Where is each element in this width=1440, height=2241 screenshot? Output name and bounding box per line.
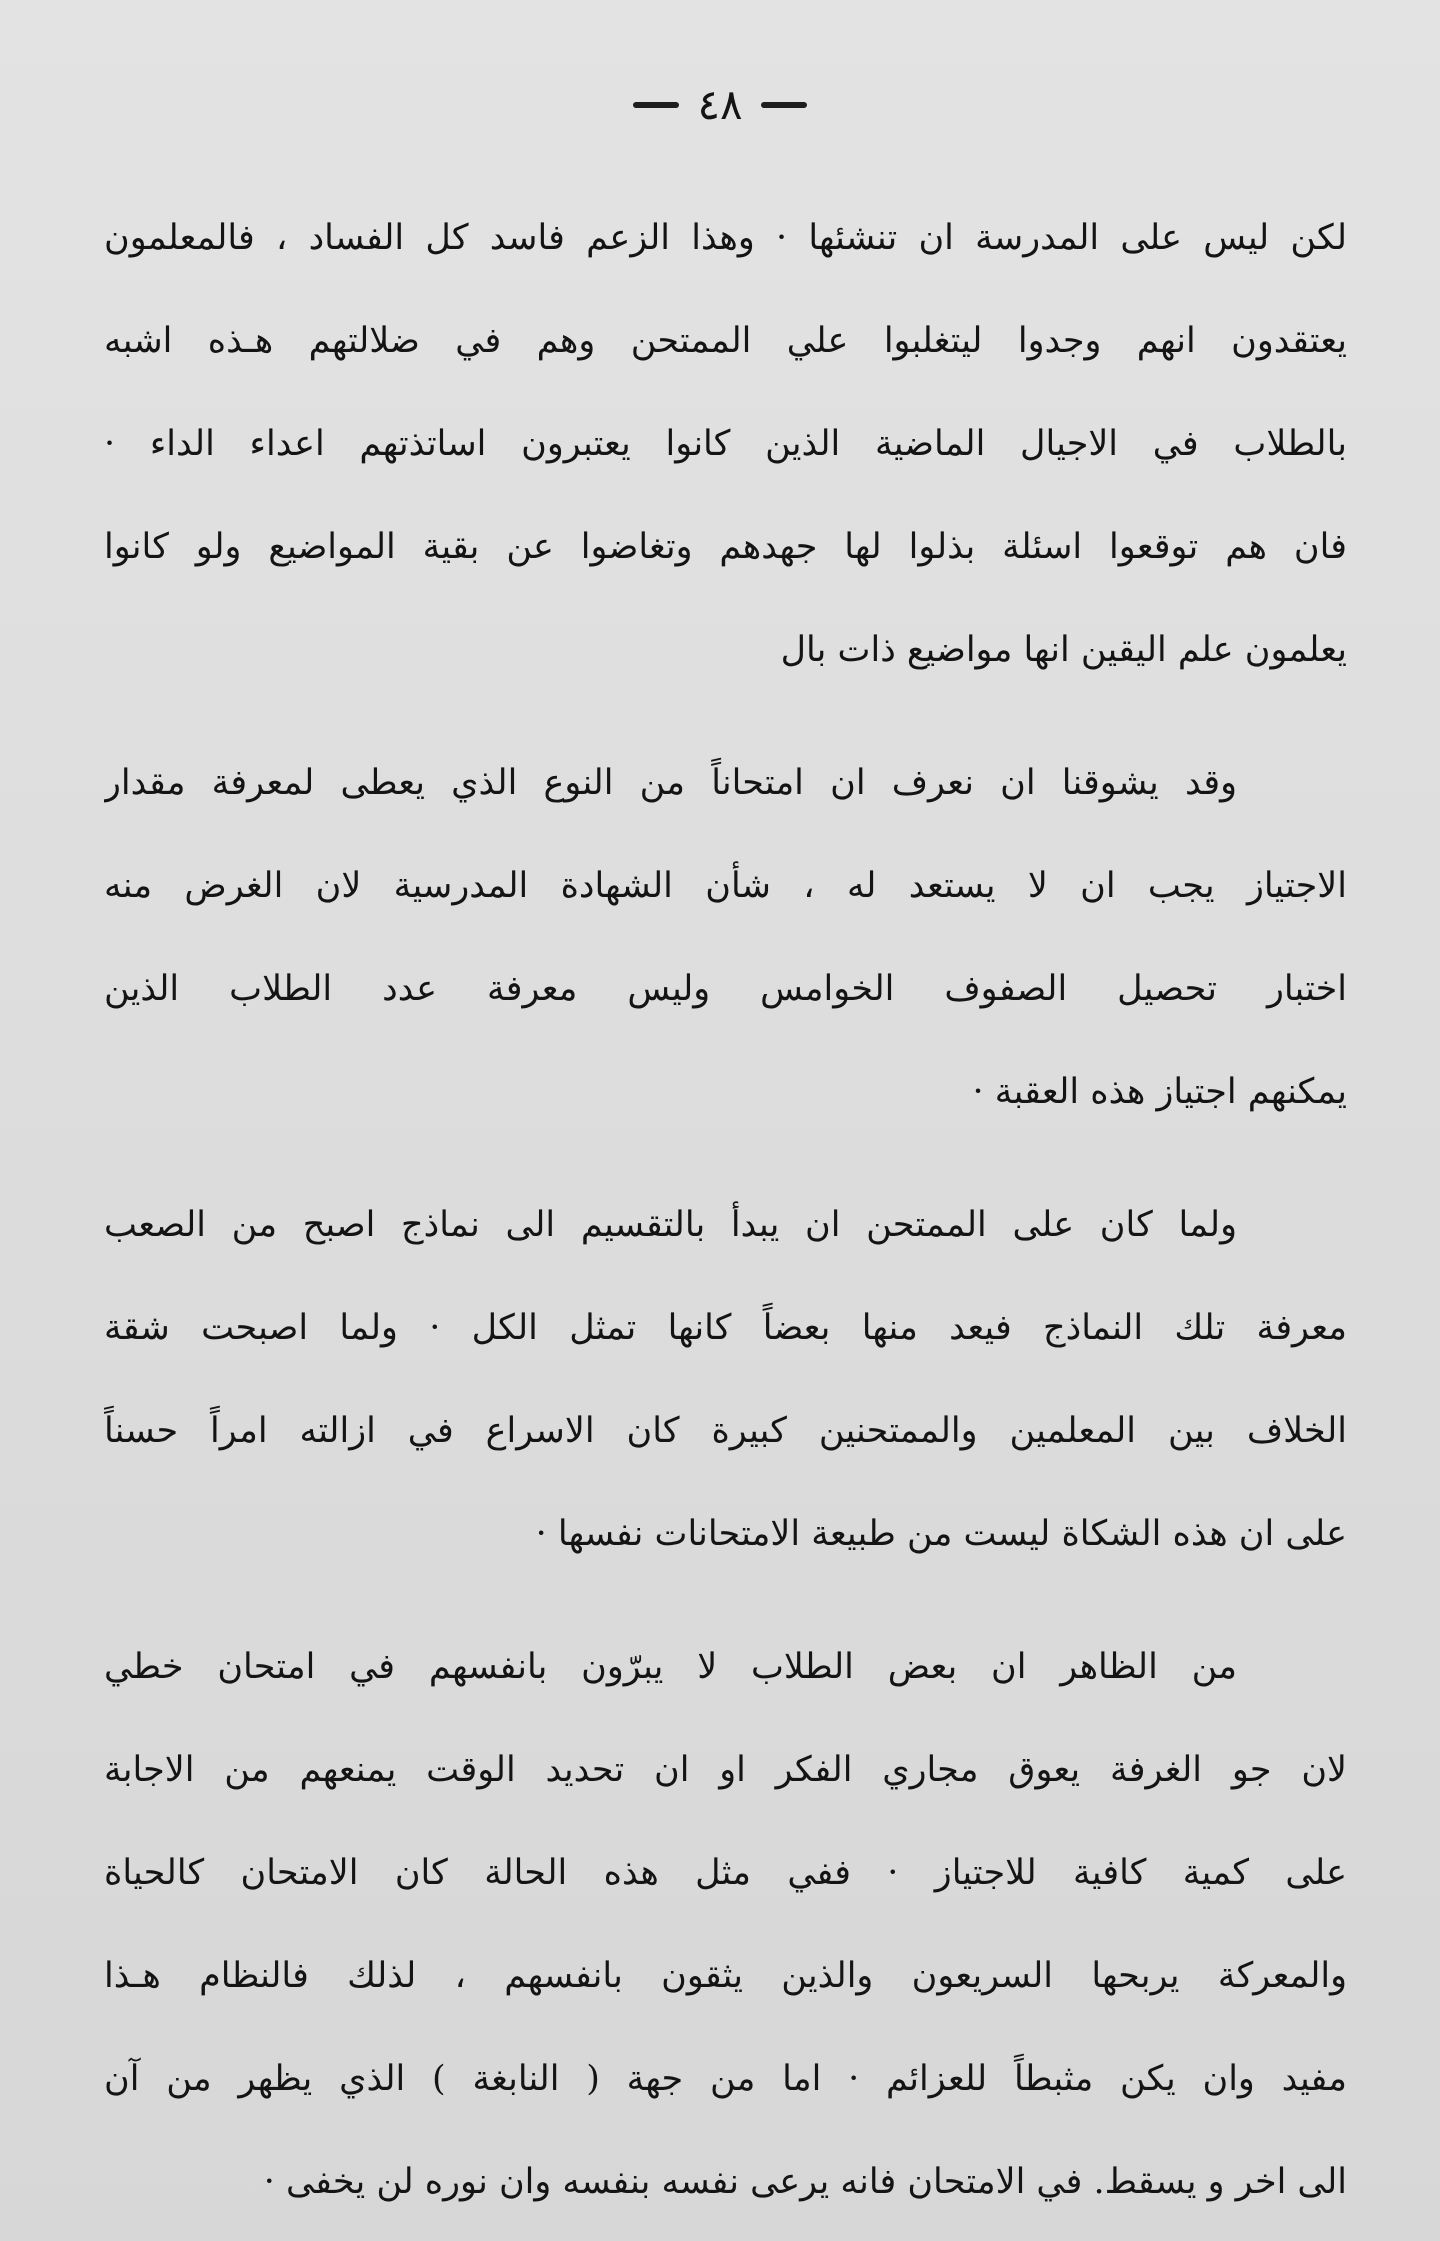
text-line: الاجتياز يجب ان لا يستعد له ، شأن الشهادة المدرسية لان الغرض منه (104, 866, 1347, 906)
text-line: لان جو الغرفة يعوق مجاري الفكر او ان تحديد الوقت يمنعهم من الاجابة (104, 1750, 1347, 1790)
left-dash (633, 102, 679, 108)
paragraph-1 (104, 187, 1347, 702)
paragraph-2 (104, 732, 1347, 1144)
text-line: على ان هذه الشكاة ليست من طبيعة الامتحانات نفسها · (535, 1514, 1347, 1554)
right-dash (761, 102, 807, 108)
text-line: فان هم توقعوا اسئلة بذلوا لها جهدهم وتغاضوا عن بقية المواضيع ولو كانوا (104, 527, 1347, 567)
body-text (104, 187, 1347, 2234)
text-line: والمعركة يربحها السريعون والذين يثقون بانفسهم ، لذلك فالنظام هـذا (104, 1956, 1347, 1996)
page-number: ٤٨ (697, 80, 743, 129)
text-line: على كمية كافية للاجتياز · ففي مثل هذه الحالة كان الامتحان كالحياة (104, 1853, 1347, 1893)
text-line: بالطلاب في الاجيال الماضية الذين كانوا يعتبرون اساتذتهم اعداء الداء · (104, 424, 1347, 464)
text-line: اختبار تحصيل الصفوف الخوامس وليس معرفة عدد الطلاب الذين (104, 969, 1347, 1009)
text-line: الخلاف بين المعلمين والممتحنين كبيرة كان الاسراع في ازالته امراً حسناً (104, 1411, 1347, 1451)
text-line: معرفة تلك النماذج فيعد منها بعضاً كانها تمثل الكل · ولما اصبحت شقة (104, 1308, 1347, 1348)
text-line: مفيد وان يكن مثبطاً للعزائم · اما من جهة ( النابغة ) الذي يظهر من آن (104, 2059, 1347, 2099)
paragraph-3 (104, 1174, 1347, 1586)
text-line: يعتقدون انهم وجدوا ليتغلبوا علي الممتحن وهم في ضلالتهم هـذه اشبه (104, 321, 1347, 361)
text-line: الى اخر و يسقط. في الامتحان فانه يرعى نفسه بنفسه وان نوره لن يخفى · (263, 2162, 1347, 2202)
text-line: لكن ليس على المدرسة ان تنشئها · وهذا الزعم فاسد كل الفساد ، فالمعلمون (104, 218, 1347, 258)
text-line: ولما كان على الممتحن ان يبدأ بالتقسيم الى نماذج اصبح من الصعب (104, 1205, 1237, 1245)
paragraph-4 (104, 1616, 1347, 2234)
text-line: يمكنهم اجتياز هذه العقبة · (972, 1072, 1347, 1112)
page-header (0, 70, 1440, 140)
text-line: يعلمون علم اليقين انها مواضيع ذات بال (780, 630, 1347, 670)
text-line: من الظاهر ان بعض الطلاب لا يبرّون بانفسهم في امتحان خطي (104, 1647, 1237, 1687)
text-line: وقد يشوقنا ان نعرف ان امتحاناً من النوع الذي يعطى لمعرفة مقدار (104, 763, 1237, 803)
